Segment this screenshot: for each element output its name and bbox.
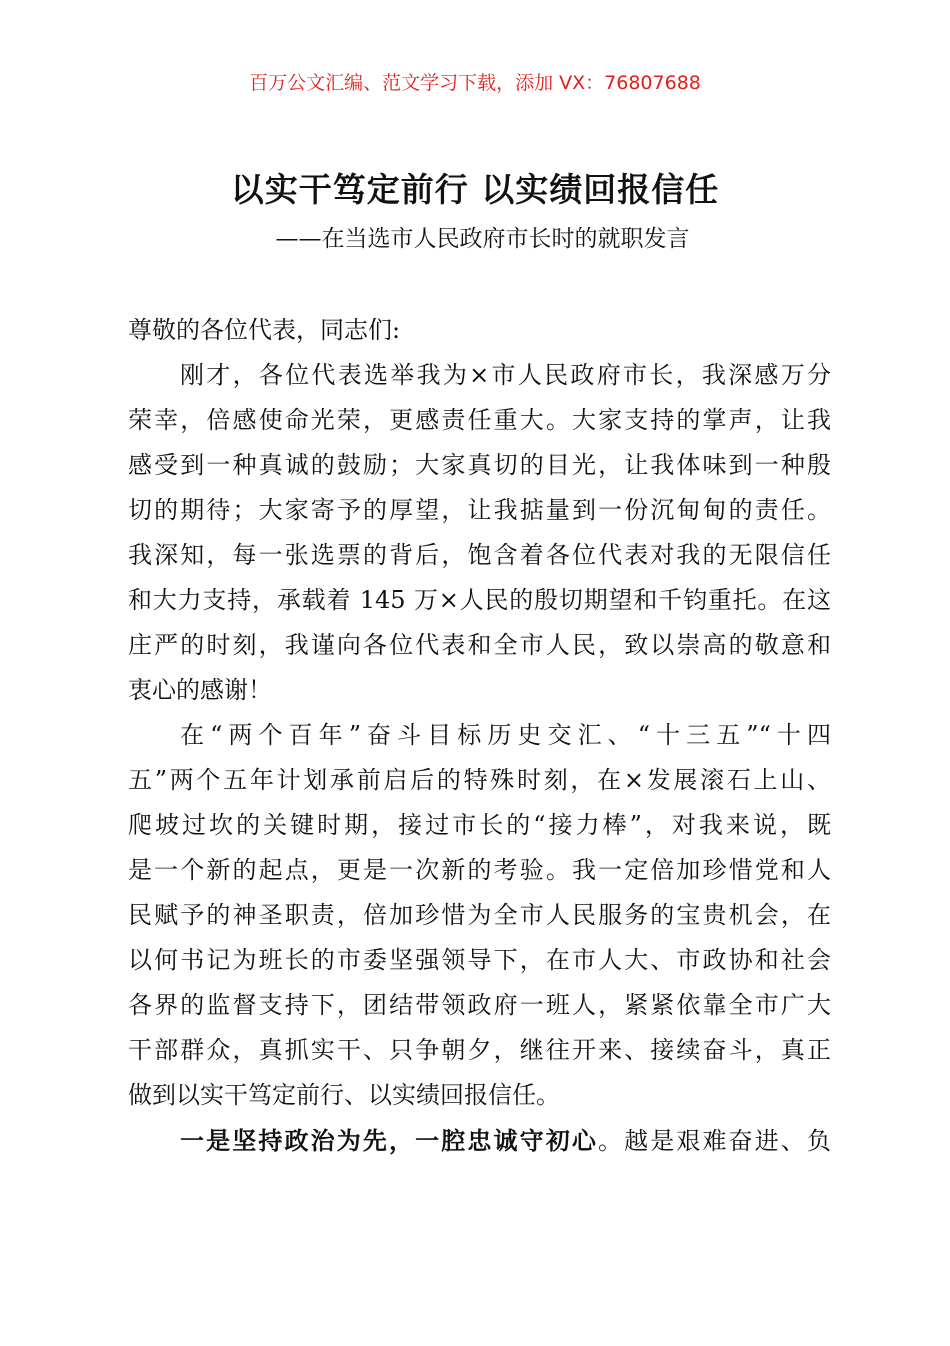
text-line: 衷心的感谢！ (128, 676, 272, 704)
text-line: 做到以实干笃定前行、以实绩回报信任。 (128, 1081, 560, 1109)
text-line: 在“两个百年”奋斗目标历史交汇、“十三五”“十四 (180, 721, 831, 749)
document-title: 以实干笃定前行 以实绩回报信任 (230, 170, 720, 209)
text-line: 庄严的时刻，我谨向各位代表和全市人民，致以崇高的敬意和 (128, 631, 831, 659)
text-line: 各界的监督支持下，团结带领政府一班人，紧紧依靠全市广大 (128, 991, 831, 1019)
text-line: 爬坡过坎的关键时期，接过市长的“接力棒”，对我来说，既 (128, 811, 831, 839)
paragraph-3 (128, 1118, 831, 1163)
text-line: 感受到一种真诚的鼓励；大家真切的目光，让我体味到一种殷 (128, 451, 831, 479)
text-line: 以何书记为班长的市委坚强领导下，在市人大、市政协和社会 (128, 946, 831, 974)
document-body (128, 308, 831, 1163)
paragraph-2 (128, 713, 831, 1118)
text-line: 刚才，各位代表选举我为×市人民政府市长，我深感万分 (180, 361, 831, 389)
document-subtitle: ——在当选市人民政府市长时的就职发言 (275, 226, 690, 252)
text-line: 民赋予的神圣职责，倍加珍惜为全市人民服务的宝贵机会，在 (128, 901, 831, 929)
bold-heading: 一是坚持政治为先，一腔忠诚守初心 (180, 1126, 598, 1155)
salutation: 尊敬的各位代表，同志们: (128, 316, 401, 344)
text-line: 是一个新的起点，更是一次新的考验。我一定倍加珍惜党和人 (128, 856, 831, 884)
text-line: 干部群众，真抓实干、只争朝夕，继往开来、接续奋斗，真正 (128, 1036, 831, 1064)
text-line: 我深知，每一张选票的背后，饱含着各位代表对我的无限信任 (128, 541, 831, 569)
text-line: 五”两个五年计划承前启后的特殊时刻，在×发展滚石上山、 (128, 766, 831, 794)
text-line: 和大力支持，承载着 145 万×人民的殷切期望和千钧重托。在这 (128, 586, 831, 614)
text-line: 切的期待；大家寄予的厚望，让我掂量到一份沉甸甸的责任。 (128, 496, 831, 524)
paragraph-text: 。越是艰难奋进、负 (598, 1127, 831, 1155)
paragraph-1 (128, 353, 831, 713)
watermark-banner: 百万公文汇编、范文学习下载，添加 VX：76807688 (249, 72, 701, 94)
text-line: 荣幸，倍感使命光荣，更感责任重大。大家支持的掌声，让我 (128, 406, 831, 434)
